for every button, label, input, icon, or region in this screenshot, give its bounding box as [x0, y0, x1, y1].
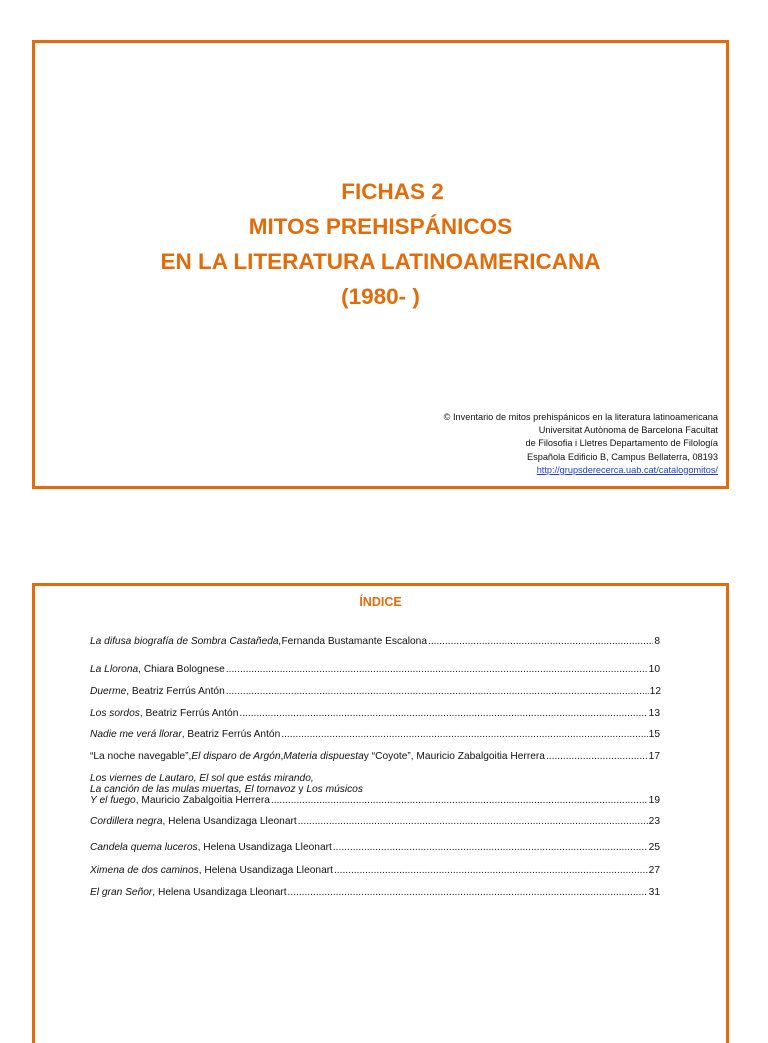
- toc-entry[interactable]: [90, 842, 660, 854]
- title-line: EN LA LITERATURA LATINOAMERICANA: [160, 249, 601, 274]
- entry-title: El gran Señor: [90, 887, 153, 898]
- entry-author: , Beatriz Ferrús Antón: [139, 708, 239, 719]
- credits-block: [444, 411, 718, 477]
- leader-dots: [226, 664, 648, 676]
- leader-dots: [239, 708, 647, 720]
- entry-author: , Beatriz Ferrús Antón: [181, 729, 281, 740]
- entry-page: 10: [648, 664, 660, 675]
- leader-dots: [546, 751, 648, 763]
- leader-dots: [298, 816, 648, 828]
- credit-line: Universitat Autònoma de Barcelona Facultat: [538, 425, 718, 436]
- entry-title: Los viernes de Lautaro, El sol que estás mirando,: [90, 773, 314, 784]
- entry-author: , Helena Usandizaga Lleonart: [197, 842, 332, 853]
- entry-title: Materia dispuesta: [283, 751, 364, 762]
- entry-title: Nadie me verá llorar: [90, 729, 182, 740]
- index-heading: ÍNDICE: [359, 595, 402, 609]
- entry-page: 25: [648, 842, 660, 853]
- cover-page: [32, 40, 729, 489]
- entry-title: Los músicos: [306, 783, 363, 795]
- credit-line: Española Edificio B, Campus Bellaterra, 08193: [526, 451, 718, 462]
- entry-page: 15: [648, 729, 660, 740]
- entry-part: y: [295, 783, 307, 795]
- credit-line: © Inventario de mitos prehispánicos en la literatura latinoamericana: [443, 412, 718, 422]
- entry-part: “La noche navegable”,: [90, 751, 192, 762]
- entry-page: 27: [648, 865, 660, 876]
- toc-entry[interactable]: [90, 887, 660, 899]
- toc-entry[interactable]: [90, 708, 660, 720]
- entry-author: , Mauricio Zabalgoitia Herrera: [135, 795, 270, 806]
- entry-page: 12: [649, 686, 661, 697]
- entry-page: 19: [648, 795, 660, 806]
- entry-title: La Llorona: [90, 664, 139, 675]
- entry-page: 23: [648, 816, 660, 827]
- cover-title: [35, 174, 726, 314]
- entry-title: El disparo de Argón: [191, 751, 281, 762]
- leader-dots: [271, 795, 648, 806]
- leader-dots: [333, 842, 648, 854]
- entry-page: 8: [654, 636, 660, 647]
- entry-author: Fernanda Bustamante Escalona: [281, 636, 427, 647]
- catalog-link[interactable]: http://grupsderecerca.uab.cat/catalogomitos/: [536, 464, 718, 475]
- entry-title: La difusa biografía de Sombra Castañeda,: [90, 636, 282, 647]
- toc-entry[interactable]: [90, 729, 660, 741]
- entry-page: 13: [648, 708, 660, 719]
- title-line: (1980- ): [341, 284, 420, 309]
- leader-dots: [288, 887, 648, 899]
- index-page: [32, 583, 729, 1043]
- leader-dots: [226, 686, 649, 698]
- leader-dots: [281, 729, 647, 741]
- leader-dots: [428, 636, 653, 648]
- entry-part: ,: [280, 751, 284, 762]
- title-line: MITOS PREHISPÁNICOS: [248, 214, 513, 239]
- toc-entry[interactable]: [90, 774, 660, 806]
- entry-page: 17: [648, 751, 660, 762]
- credit-line: de Filosofia i Lletres Departamento de Filología: [525, 438, 718, 449]
- entry-title: Duerme: [90, 686, 127, 697]
- toc-entry[interactable]: [90, 751, 660, 763]
- entry-title: Los sordos: [90, 708, 140, 719]
- entry-author: , Helena Usandizaga Lleonart: [152, 887, 287, 898]
- toc-entry[interactable]: [90, 816, 660, 828]
- toc-entry[interactable]: [90, 636, 660, 648]
- toc-entry[interactable]: [90, 865, 660, 877]
- entry-title: Candela quema luceros: [90, 842, 198, 853]
- toc-entry[interactable]: [90, 664, 660, 676]
- toc-entry[interactable]: [90, 686, 660, 698]
- entry-title: Cordillera negra: [90, 816, 163, 827]
- entry-author: , Helena Usandizaga Lleonart: [198, 865, 333, 876]
- entry-page: 31: [648, 887, 660, 898]
- entry-author: , Beatriz Ferrús Antón: [126, 686, 225, 697]
- entry-title: Ximena de dos caminos: [90, 865, 199, 876]
- title-line: FICHAS 2: [341, 179, 444, 204]
- entry-title: La canción de las mulas muertas, El tornavoz: [90, 783, 296, 795]
- entry-author: , Helena Usandizaga Lleonart: [162, 816, 297, 827]
- entry-title: Y el fuego: [90, 795, 136, 806]
- entry-author: y “Coyote”, Mauricio Zabalgoitia Herrera: [363, 751, 545, 762]
- leader-dots: [334, 865, 648, 877]
- entry-author: , Chiara Bolognese: [138, 664, 225, 675]
